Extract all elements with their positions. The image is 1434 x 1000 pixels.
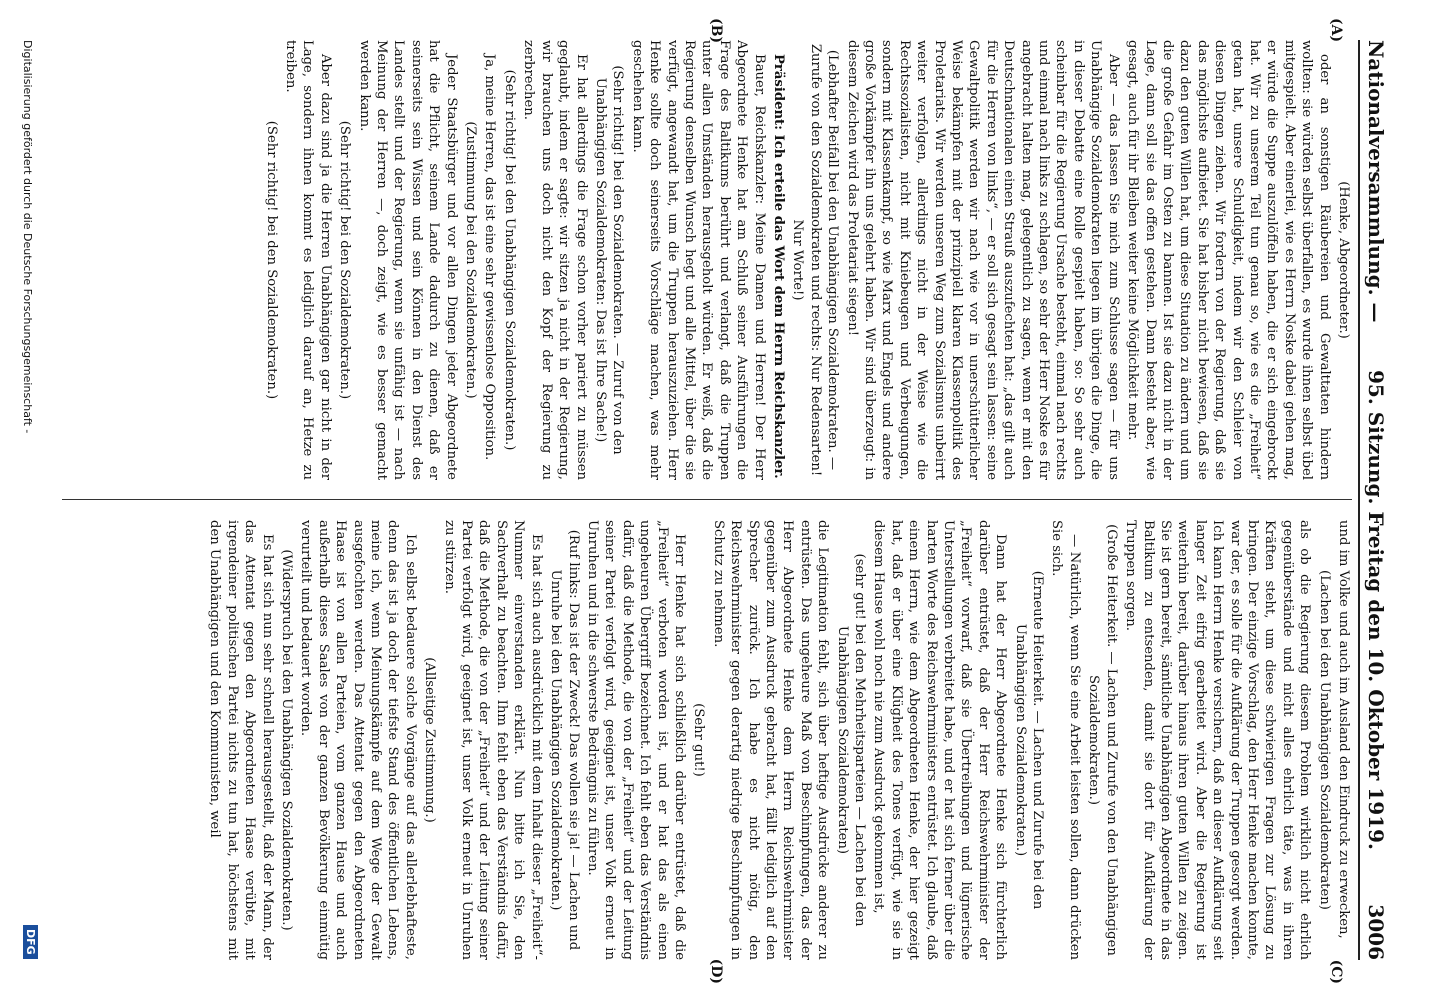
interjection: (Große Heiterkeit. — Lachen und Zurufe von den Unabhängigen Sozialdemokraten.) xyxy=(1086,524,1119,956)
column-divider xyxy=(62,499,1352,500)
paragraph: Jeder Staatsbürger und vor allen Dingen jeder Abgeordnete hat die Pflicht, seinem Lande dadurch zu dienen, daß er seinerseits sein Wissen und sein Können in den Dienst des Landes stellt und der Regierung, wenn sie unfähig ist — nach Meinung der Herren —, doch zeigt, wie es besser gemacht werden kann. xyxy=(356,40,459,480)
right-column xyxy=(62,520,1352,960)
margin-marker-c: (C) xyxy=(1328,959,1344,984)
digitization-credit: Digitalisierung gefördert durch die Deutsche Forschungsgemeinschaft - xyxy=(21,40,34,434)
left-column xyxy=(62,40,1352,480)
interjection: (Ruf links: Das ist der Zweck! Das wollen sie ja! — Lachen und Unruhe bei den Unabhängigen Sozialdemokraten.) xyxy=(548,529,581,951)
page-header xyxy=(1358,40,1394,960)
paragraph: Herr Henke hat sich schließlich darüber entrüstet, daß die „Freiheit“ verboten worden ist, und er hat das als einen ungeheuren Übergriff bezeichnet. Ich fehlt eben das Verständnis dafür, daß die Methode, die von der „Freiheit“ und der Leitung seiner Partei verfolgt wird, geeignet ist, unser Volk erneut in Unruhen und in die schwerste Bedrängnis zu führen. xyxy=(584,520,687,960)
header-session: 95. Sitzung. Freitag den 10. Oktober 1919. xyxy=(1364,370,1388,850)
interjection: (Allseitige Zustimmung.) xyxy=(422,657,438,823)
paragraph: Ja, meine Herren, das ist eine sehr gewissenlose Opposition. xyxy=(482,54,498,461)
paragraph: Ich selbst bedauere solche Vorgänge auf das allerlebhafteste, denn das ist ja doch der tiefste Stand des öffentlichen Lebens, meine ich, wenn Meinungskämpfe auf dem Wege der Gewalt ausgefochten werden. Das Attentat gegen den Abgeordneten Haase ist von allen Parteien, vom ganzen Hause und auch außerhalb dieses Saales von der ganzen Bevölkerung einmütig verurteilt und bedauert worden. xyxy=(298,520,418,960)
page-number: 3006 xyxy=(1364,904,1388,960)
paragraph: Es hat sich auch ausdrücklich mit dem Inhalt dieser „Freiheit“-Nummer einverstanden erklärt. Nun bitte ich Sie, den Sachverhalt zu beachten. Ihm fehlt eben das Verständnis dafür, daß die Methode, die von der „Freiheit“ und der Leitung seiner Partei verfolgt wird, geeignet ist, unser Volk erneut in Unruhen zu stürzen. xyxy=(441,520,544,960)
paragraph: Bauer, Reichskanzler: Meine Damen und Herren! Der Herr Abgeordnete Henke hat am Schluß seiner Ausführungen die Frage des Baltikums berührt und verlangt, daß die Truppen unter allen Umständen herausgeholt würden. Er weiß, daß die Regierung denselben Wunsch hegt und alle Mittel, über die sie verfügt, angewandt hat, um die Truppen herauszuziehen. Herr Henke sollte doch seinerseits Vorschläge machen, was mehr geschehen kann. xyxy=(629,40,767,480)
interjection: (Sehr richtig! bei den Sozialdemokraten.) xyxy=(263,120,279,400)
paragraph: als ob die Regierung diesem Problem wirklich nicht ehrlich gegenüberstände und nicht alles ehrlich täte, was in ihren Kräften steht, um diese schwierigen Fragen zur Lösung zu bringen. Der einzige Vorschlag, den Herr Henke machen konnte, war der, es solle für die Aufklärung der Truppen gesorgt werden. Ich kann Herrn Henke versichern, daß an dieser Aufklärung seit langer Zeit eifrig gearbeitet wird. Aber die Regierung ist weiterhin bereit, darüber hinaus ihren guten Willen zu zeigen. Sie ist gern bereit, sämtliche Unabhängigen Abgeordnete in das Baltikum zu entsenden, damit sie dort für Aufklärung der Truppen sorgen. xyxy=(1123,520,1313,960)
interjection: (Sehr richtig! bei den Unabhängigen Sozialdemokraten.) xyxy=(501,69,517,451)
paragraph: Er hat allerdings die Frage schon vorher pariert zu müssen geglaubt, indem er sagte: wir sitzen ja nicht in der Regierung, wir brauchen uns doch nicht den Kopf der Regierung zu zerbrechen. xyxy=(521,40,589,480)
margin-marker-d: (D) xyxy=(708,958,724,984)
margin-marker-b: (B) xyxy=(708,18,724,44)
paragraph: oder an sonstigen Räubereien und Gewalttaten hindern wollten: sie würden selbst überfallen, es wurde ihnen selbst übel mitgespielt. Aber einerlei, wie es Herrn Noske dabei gehen mag, er würde die Suppe auszulöffeln haben, die er sich eingebrockt hat. Wir zu unserem Teil tun genau so, wie es die „Freiheit“ getan hat, unsere Schuldigkeit, indem wir den Schleier von diesen Dingen ziehen. Wir fordern von der Regierung, daß sie das möglichste aufbietet. Sie hat bisher nicht bewiesen, daß sie dazu den guten Willen hat, um diese Situation zu ändern und um die große Gefahr im Osten zu bannen. Ist sie dazu nicht in der Lage, dann soll sie das offen gestehen. Dann besteht aber, wie gesagt, auch für ihr Bleiben weiter keine Möglichkeit mehr. xyxy=(1125,40,1332,480)
interjection: (Sehr gut!) xyxy=(691,703,707,777)
paragraph: die Legitimation fehlt, sich über heftige Ausdrücke anderer zu entrüsten. Das ungeheure Maß von Beschimpfungen, das der Herr Abgeordnete Henke dem Herrn Reichswehrminister gegenüber zum Ausdruck gebracht hat, fällt lediglich auf den Sprecher zurück. Ich habe es nicht nötig, den Reichswehrminister gegen derartig niedrige Beschimpfungen in Schutz zu nehmen. xyxy=(710,520,831,960)
paragraph: Dann hat der Herr Abgeordnete Henke sich fürchterlich darüber entrüstet, daß der Herr Reichswehrminister der „Freiheit“ vorwarf, daß sie Übertreibungen und lügnerische Unterstellungen verbreitet habe, und er hat sich ferner über die harten Worte des Reichswehrministers entrüstet. Ich glaube, daß einem Herrn, wie dem Abgeordneten Henke, der hier gezeigt hat, daß er über eine Klügheit des Tones verfügt, wie sie in diesem Hause wohl noch nie zum Ausdruck gekommen ist, xyxy=(871,520,1009,960)
interjection: (Zustimmung bei den Sozialdemokraten.) xyxy=(463,121,479,399)
paragraph: (Henke, Abgeordneter.) xyxy=(1336,181,1351,339)
interjection: (Lebhafter Beifall bei den Unabhängigen Sozialdemokraten. — Zurufe von den Sozialdemokraten und rechts: Nur Redensarten! Nur Worte!) xyxy=(790,43,841,477)
paragraph: — Natürlich, wenn Sie eine Arbeit leisten sollen, dann drücken Sie sich. xyxy=(1049,520,1082,960)
interjection: (Lachen bei den Unabhängigen Sozialdemokraten) xyxy=(1316,570,1332,910)
margin-marker-a: (A) xyxy=(1328,18,1344,43)
interjection: (Sehr richtig! bei den Sozialdemokraten. — Zuruf von den Unabhängigen Sozialdemokraten: Das ist Ihre Sache!) xyxy=(592,65,626,455)
interjection: (sehr gut! bei den Mehrheitsparteien — Lachen bei den Unabhängigen Sozialdemokraten) xyxy=(834,553,868,927)
interjection: (Sehr richtig! bei den Sozialdemokraten.) xyxy=(337,120,353,400)
paragraph: Aber dazu sind ja die Herren Unabhängigen gar nicht in der Lage, sondern ihnen kommt es lediglich darauf an, Hetze zu treiben. xyxy=(283,40,333,480)
paragraph: und im Volke und auch im Ausland den Eindruck zu erwecken, xyxy=(1336,520,1351,939)
paragraph: Es hat sich nun sehr schnell herausgestellt, daß der Mann, der das Attentat gegen den Abgeordneten Haase verübte, mit irgendeiner politischen Partei nichts zu tun hat, höchstens mit den Unabhängigen und den Kommunisten, weil xyxy=(207,520,275,960)
paragraph: Aber — das lassen Sie mich zum Schlusse sagen — für uns Unabhängige Sozialdemokraten liegen im übrigen die Dinge, die in dieser Debatte eine Rolle gespielt haben, so: So sehr auch scheinbar für die Regierung Ursache besteht, einmal nach rechts und einmal nach links zu schlagen, so sehr der Herr Noske es für angebracht halten mag, gelegentlich zu sagen, wenn er mit den Deutschnationalen einen Strauß auszufechten hat: „das gilt auch für die Herren von links“, — er soll sich gesagt sein lassen: seine Gewaltpolitik werden wir nach wie vor in unerschütterlicher Weise bekämpfen mit der prinzipiell klaren Klassenpolitik des Proletariats. Wir werden unseren Weg zum Sozialismus unbeirrt weiter verfolgen, allerdings nicht in der Weise wie die Rechtssozialisten, nicht mit Kniebeugen und Verbeugungen, sondern mit Klassenkampf, so wie Marx und Engels und andere große Vorkämpfer ihn uns gelehrt haben. Wir sind überzeugt: in diesem Zeichen wird das Proletariat siegen! xyxy=(844,40,1121,480)
header-title: Nationalversammlung. — xyxy=(1364,40,1388,323)
dfg-logo: DFG xyxy=(23,925,38,959)
interjection: (Widerspruch bei den Unabhängigen Sozialdemokraten.) xyxy=(279,549,295,931)
speaker-line: Präsident: Ich erteile das Wort dem Herrn Reichskanzler. xyxy=(771,54,786,479)
interjection: (Erneute Heiterkeit. — Lachen und Zurufe bei den Unabhängigen Sozialdemokraten.) xyxy=(1012,570,1046,910)
